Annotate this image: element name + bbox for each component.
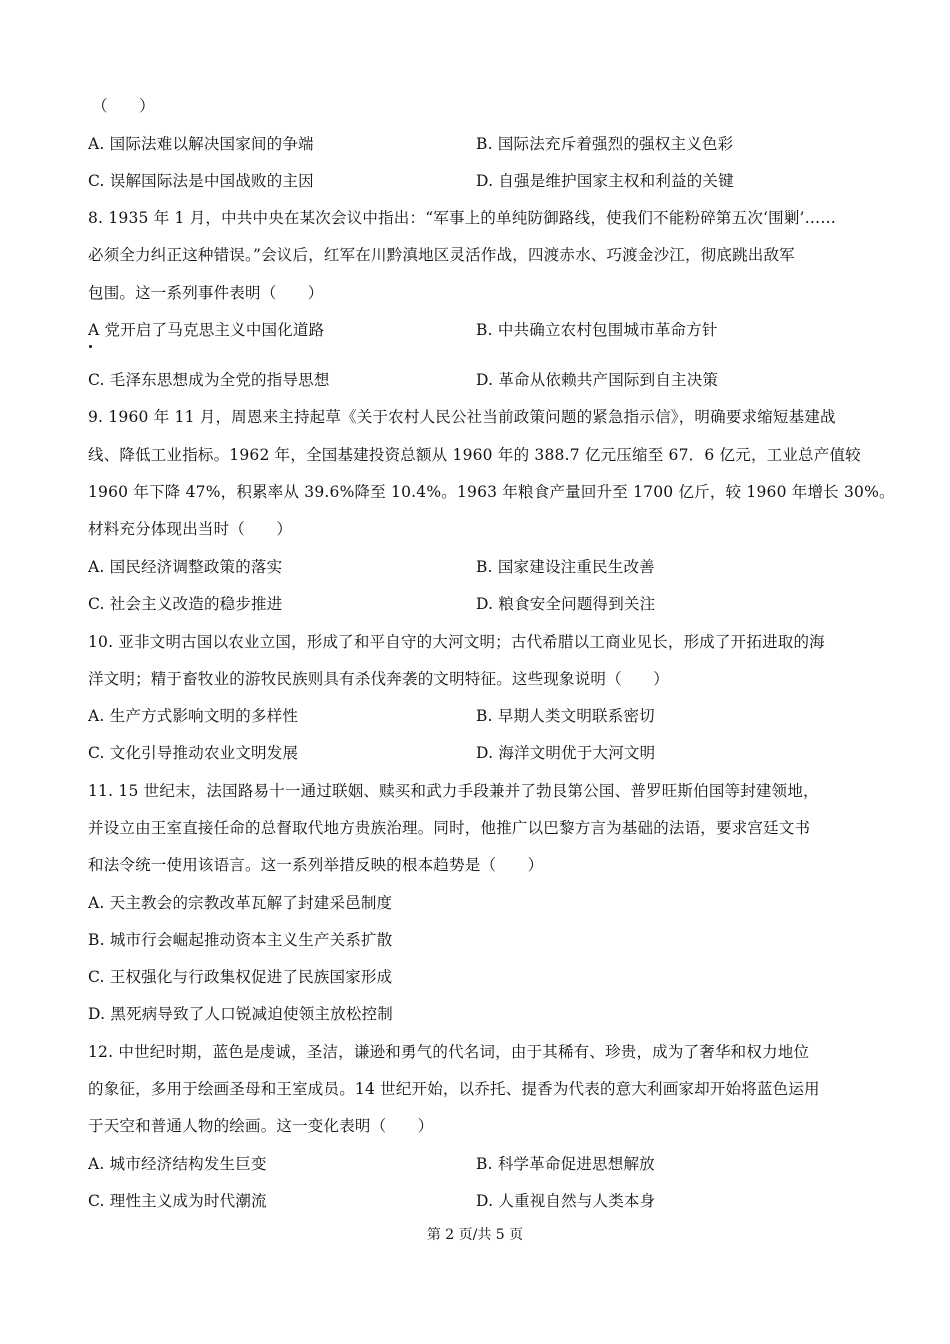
q12-line-1: 12. 中世纪时期，蓝色是虔诚，圣洁，谦逊和勇气的代名词，由于其稀有、珍贵，成为了奢华和权力地位 [88,1043,810,1061]
q11-line-2: 并设立由王室直接任命的总督取代地方贵族治理。同时，他推广以巴黎方言为基础的法语，要求宫廷文书 [88,819,811,837]
q10-option-c: C. 文化引导推动农业文明发展 [88,744,299,762]
q8-option-d: D. 革命从依赖共产国际到自主决策 [476,371,719,389]
q12-line-2: 的象征，多用于绘画圣母和王室成员。14 世纪开始，以乔托、提香为代表的意大利画家却开始将蓝色运用 [88,1080,820,1098]
q8-option-c: C. 毛泽东思想成为全党的指导思想 [88,371,330,389]
q12-option-a: A. 城市经济结构发生巨变 [88,1155,267,1173]
prev-option-c: C. 误解国际法是中国战败的主因 [88,172,314,190]
q9-option-a: A. 国民经济调整政策的落实 [88,558,283,576]
prev-question-tail: （ ） [92,97,155,115]
q11-line-1: 11. 15 世纪末，法国路易十一通过联姻、赎买和武力手段兼并了勃艮第公国、普罗旺斯伯国等封建领地， [88,782,819,800]
q12-option-d: D. 人重视自然与人类本身 [476,1192,656,1210]
q12-option-c: C. 理性主义成为时代潮流 [88,1192,267,1210]
prev-option-b: B. 国际法充斥着强烈的强权主义色彩 [476,135,734,153]
prev-option-d: D. 自强是维护国家主权和利益的关键 [476,172,734,190]
q11-option-a: A. 天主教会的宗教改革瓦解了封建采邑制度 [88,894,393,912]
q8-line-3: 包围。这一系列事件表明（ ） [88,284,324,302]
q9-option-d: D. 粮食安全问题得到关注 [476,595,656,613]
q8-line-1: 8. 1935 年 1 月，中共中央在某次会议中指出：“军事上的单纯防御路线，使我们不能粉碎第五次‘围剿’…… [88,209,837,227]
q9-option-c: C. 社会主义改造的稳步推进 [88,595,283,613]
q12-option-b: B. 科学革命促进思想解放 [476,1155,655,1173]
q11-option-d: D. 黑死病导致了人口锐减迫使领主放松控制 [88,1005,393,1023]
q10-line-1: 10. 亚非文明古国以农业立国，形成了和平自守的大河文明；古代希腊以工商业见长，形成了开拓进取的海 [88,633,825,651]
page-number-footer: 第 2 页/共 5 页 [426,1227,524,1243]
q12-line-3: 于天空和普通人物的绘画。这一变化表明（ ） [88,1117,434,1135]
q8-option-b: B. 中共确立农村包围城市革命方针 [476,321,718,339]
q9-line-4: 材料充分体现出当时（ ） [88,520,293,538]
option-dot-mark [89,345,92,348]
q10-option-d: D. 海洋文明优于大河文明 [476,744,656,762]
q10-line-2: 洋文明；精于畜牧业的游牧民族则具有杀伐奔袭的文明特征。这些现象说明（ ） [88,670,669,688]
q9-option-b: B. 国家建设注重民生改善 [476,558,655,576]
q8-line-2: 必须全力纠正这种错误。”会议后，红军在川黔滇地区灵活作战，四渡赤水、巧渡金沙江，彻底跳出敌军 [88,246,795,264]
q9-line-2: 线、降低工业指标。1962 年，全国基建投资总额从 1960 年的 388.7 亿元压缩至 67．6 亿元，工业总产值较 [88,446,861,464]
q11-option-b: B. 城市行会崛起推动资本主义生产关系扩散 [88,931,393,949]
prev-option-a: A. 国际法难以解决国家间的争端 [88,135,314,153]
q8-option-a: A 党开启了马克思主义中国化道路 [88,321,325,339]
q10-option-a: A. 生产方式影响文明的多样性 [88,707,299,725]
q10-option-b: B. 早期人类文明联系密切 [476,707,655,725]
q9-line-3: 1960 年下降 47%，积累率从 39.6%降至 10.4%。1963 年粮食产量回升至 1700 亿斤，较 1960 年增长 30%。 [88,483,895,501]
q11-line-3: 和法令统一使用该语言。这一系列举措反映的根本趋势是（ ） [88,856,544,874]
q9-line-1: 9. 1960 年 11 月，周恩来主持起草《关于农村人民公社当前政策问题的紧急指示信》，明确要求缩短基建战 [88,408,836,426]
q11-option-c: C. 王权强化与行政集权促进了民族国家形成 [88,968,393,986]
